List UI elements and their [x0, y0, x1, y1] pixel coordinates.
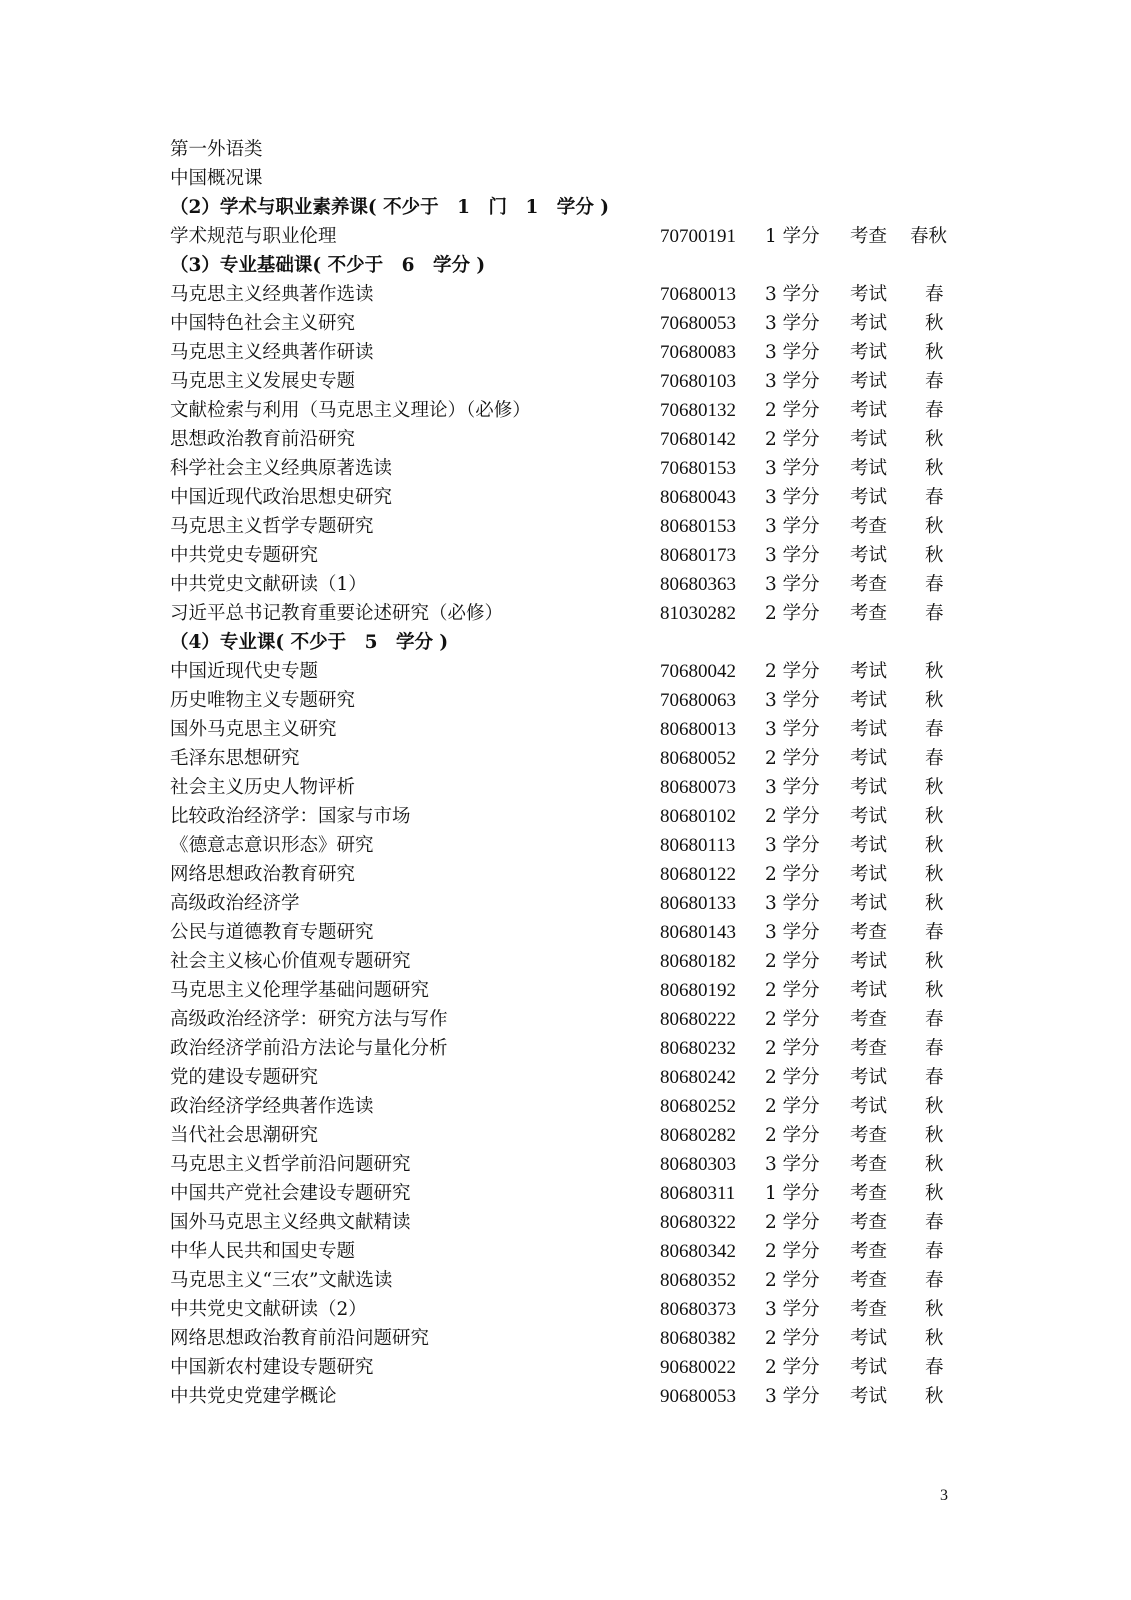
- course-exam-type: 考查: [850, 1241, 888, 1262]
- course-row: [0, 1382, 1131, 1411]
- course-exam-type: 考查: [850, 1270, 888, 1291]
- course-code: 80680113: [660, 835, 736, 856]
- course-name: 社会主义核心价值观专题研究: [170, 951, 411, 972]
- course-credit: 3 学分: [765, 313, 820, 334]
- course-term: 春: [925, 922, 944, 943]
- course-exam-type: 考试: [850, 342, 888, 363]
- course-row: [0, 280, 1131, 309]
- course-credit: 2 学分: [765, 429, 820, 450]
- course-exam-type: 考试: [850, 313, 888, 334]
- course-name: 中共党史专题研究: [170, 545, 319, 566]
- course-term: 秋: [925, 1328, 944, 1349]
- course-exam-type: 考试: [850, 864, 888, 885]
- course-name: 政治经济学经典著作选读: [170, 1096, 374, 1117]
- course-code: 80680252: [660, 1096, 736, 1117]
- course-term: 春: [925, 1212, 944, 1233]
- course-credit: 2 学分: [765, 1270, 820, 1291]
- course-credit: 3 学分: [765, 1299, 820, 1320]
- course-row: [0, 860, 1131, 889]
- course-code: 80680363: [660, 574, 736, 595]
- course-name: 社会主义历史人物评析: [170, 777, 356, 798]
- course-name: 国外马克思主义经典文献精读: [170, 1212, 411, 1233]
- course-row: [0, 1034, 1131, 1063]
- course-code: 80680303: [660, 1154, 736, 1175]
- course-row: [0, 367, 1131, 396]
- course-name: 马克思主义发展史专题: [170, 371, 356, 392]
- course-credit: 3 学分: [765, 545, 820, 566]
- course-term: 春秋: [910, 226, 948, 247]
- course-row: [0, 657, 1131, 686]
- course-code: 80680382: [660, 1328, 736, 1349]
- course-exam-type: 考试: [850, 1386, 888, 1407]
- course-name: 习近平总书记教育重要论述研究（必修）: [170, 603, 504, 624]
- course-code: 80680311: [660, 1183, 736, 1204]
- course-code: 70680013: [660, 284, 736, 305]
- course-exam-type: 考试: [850, 1328, 888, 1349]
- course-name: 政治经济学前沿方法论与量化分析: [170, 1038, 448, 1059]
- course-name: 中国共产党社会建设专题研究: [170, 1183, 411, 1204]
- course-credit: 3 学分: [765, 719, 820, 740]
- course-code: 80680342: [660, 1241, 736, 1262]
- course-name: 马克思主义伦理学基础问题研究: [170, 980, 430, 1001]
- course-row: [0, 976, 1131, 1005]
- course-exam-type: 考试: [850, 400, 888, 421]
- intro-text: 中国概况课: [170, 168, 263, 189]
- course-code: 80680173: [660, 545, 736, 566]
- course-row: [0, 425, 1131, 454]
- course-term: 秋: [925, 1386, 944, 1407]
- course-name: 网络思想政治教育前沿问题研究: [170, 1328, 430, 1349]
- course-credit: 2 学分: [765, 748, 820, 769]
- course-row: [0, 1208, 1131, 1237]
- course-exam-type: 考查: [850, 1299, 888, 1320]
- course-term: 秋: [925, 1299, 944, 1320]
- course-exam-type: 考试: [850, 371, 888, 392]
- course-exam-type: 考试: [850, 951, 888, 972]
- course-exam-type: 考查: [850, 1183, 888, 1204]
- course-row: [0, 396, 1131, 425]
- course-code: 81030282: [660, 603, 736, 624]
- course-credit: 2 学分: [765, 951, 820, 972]
- course-term: 春: [925, 748, 944, 769]
- course-credit: 2 学分: [765, 661, 820, 682]
- course-term: 秋: [925, 1125, 944, 1146]
- course-row: [0, 831, 1131, 860]
- course-code: 80680192: [660, 980, 736, 1001]
- course-term: 春: [925, 400, 944, 421]
- course-exam-type: 考试: [850, 1357, 888, 1378]
- course-code: 70680042: [660, 661, 736, 682]
- course-name: 思想政治教育前沿研究: [170, 429, 356, 450]
- course-row: [0, 541, 1131, 570]
- course-term: 春: [925, 574, 944, 595]
- course-row: [0, 512, 1131, 541]
- course-name: 中华人民共和国史专题: [170, 1241, 356, 1262]
- course-row: [0, 744, 1131, 773]
- course-row: [0, 599, 1131, 628]
- course-name: 当代社会思潮研究: [170, 1125, 319, 1146]
- course-exam-type: 考查: [850, 922, 888, 943]
- course-term: 秋: [925, 864, 944, 885]
- course-exam-type: 考试: [850, 806, 888, 827]
- course-name: 中国特色社会主义研究: [170, 313, 356, 334]
- course-credit: 3 学分: [765, 574, 820, 595]
- page-number: 3: [940, 1487, 948, 1504]
- course-row: [0, 1266, 1131, 1295]
- course-name: 中国近现代政治思想史研究: [170, 487, 393, 508]
- course-name: 党的建设专题研究: [170, 1067, 319, 1088]
- course-exam-type: 考试: [850, 661, 888, 682]
- course-exam-type: 考查: [850, 1038, 888, 1059]
- course-row: [0, 222, 1131, 251]
- course-term: 春: [925, 1357, 944, 1378]
- course-term: 春: [925, 487, 944, 508]
- course-exam-type: 考试: [850, 777, 888, 798]
- section-heading: [0, 193, 1131, 222]
- course-code: 80680373: [660, 1299, 736, 1320]
- course-term: 春: [925, 1241, 944, 1262]
- course-exam-type: 考查: [850, 574, 888, 595]
- course-credit: 2 学分: [765, 1096, 820, 1117]
- course-code: 90680022: [660, 1357, 736, 1378]
- course-code: 80680052: [660, 748, 736, 769]
- course-name: 文献检索与利用（马克思主义理论）（必修）: [170, 400, 531, 421]
- course-term: 秋: [925, 429, 944, 450]
- course-exam-type: 考试: [850, 545, 888, 566]
- course-name: 公民与道德教育专题研究: [170, 922, 374, 943]
- course-credit: 2 学分: [765, 400, 820, 421]
- course-row: [0, 1005, 1131, 1034]
- course-code: 80680322: [660, 1212, 736, 1233]
- course-row: [0, 454, 1131, 483]
- course-exam-type: 考查: [850, 516, 888, 537]
- course-name: 学术规范与职业伦理: [170, 226, 337, 247]
- intro-text: 第一外语类: [170, 139, 263, 160]
- course-exam-type: 考试: [850, 719, 888, 740]
- course-code: 70680132: [660, 400, 736, 421]
- course-name: 网络思想政治教育研究: [170, 864, 356, 885]
- course-code: 80680073: [660, 777, 736, 798]
- course-name: 马克思主义哲学前沿问题研究: [170, 1154, 411, 1175]
- course-name: 毛泽东思想研究: [170, 748, 300, 769]
- course-row: [0, 1324, 1131, 1353]
- course-name: 中国近现代史专题: [170, 661, 319, 682]
- course-exam-type: 考查: [850, 226, 888, 247]
- course-term: 秋: [925, 806, 944, 827]
- course-term: 秋: [925, 893, 944, 914]
- course-row: [0, 802, 1131, 831]
- course-exam-type: 考查: [850, 1009, 888, 1030]
- course-row: [0, 715, 1131, 744]
- course-term: 秋: [925, 516, 944, 537]
- course-credit: 3 学分: [765, 777, 820, 798]
- course-code: 70680063: [660, 690, 736, 711]
- course-term: 春: [925, 1270, 944, 1291]
- course-name: 国外马克思主义研究: [170, 719, 337, 740]
- course-term: 秋: [925, 313, 944, 334]
- course-name: 马克思主义经典著作选读: [170, 284, 374, 305]
- course-row: [0, 686, 1131, 715]
- course-code: 80680153: [660, 516, 736, 537]
- course-code: 90680053: [660, 1386, 736, 1407]
- course-term: 秋: [925, 342, 944, 363]
- course-row: [0, 889, 1131, 918]
- course-row: [0, 1063, 1131, 1092]
- course-credit: 1 学分: [765, 1183, 820, 1204]
- course-name: 马克思主义经典著作研读: [170, 342, 374, 363]
- course-name: 中共党史党建学概论: [170, 1386, 337, 1407]
- course-credit: 3 学分: [765, 1386, 820, 1407]
- course-term: 秋: [925, 951, 944, 972]
- course-credit: 2 学分: [765, 1009, 820, 1030]
- course-code: 70680142: [660, 429, 736, 450]
- course-credit: 2 学分: [765, 1328, 820, 1349]
- course-term: 春: [925, 1067, 944, 1088]
- course-code: 70680053: [660, 313, 736, 334]
- course-exam-type: 考试: [850, 1067, 888, 1088]
- course-credit: 2 学分: [765, 1038, 820, 1059]
- course-credit: 3 学分: [765, 458, 820, 479]
- course-term: 春: [925, 1009, 944, 1030]
- course-code: 80680242: [660, 1067, 736, 1088]
- course-name: 马克思主义“三农”文献选读: [170, 1270, 393, 1291]
- course-row: [0, 309, 1131, 338]
- course-term: 春: [925, 603, 944, 624]
- course-row: [0, 918, 1131, 947]
- course-name: 高级政治经济学：研究方法与写作: [170, 1009, 448, 1030]
- course-name: 科学社会主义经典原著选读: [170, 458, 393, 479]
- course-code: 80680043: [660, 487, 736, 508]
- course-exam-type: 考试: [850, 690, 888, 711]
- course-credit: 2 学分: [765, 603, 820, 624]
- course-exam-type: 考查: [850, 1212, 888, 1233]
- course-credit: 3 学分: [765, 893, 820, 914]
- course-code: 70680083: [660, 342, 736, 363]
- course-term: 春: [925, 1038, 944, 1059]
- course-row: [0, 483, 1131, 512]
- section-heading: [0, 251, 1131, 280]
- course-credit: 3 学分: [765, 284, 820, 305]
- course-row: [0, 947, 1131, 976]
- course-credit: 2 学分: [765, 1125, 820, 1146]
- course-term: 春: [925, 371, 944, 392]
- course-code: 70680103: [660, 371, 736, 392]
- course-code: 80680143: [660, 922, 736, 943]
- course-term: 秋: [925, 690, 944, 711]
- course-name: 《德意志意识形态》研究: [170, 835, 374, 856]
- course-code: 80680232: [660, 1038, 736, 1059]
- course-credit: 3 学分: [765, 342, 820, 363]
- course-credit: 3 学分: [765, 371, 820, 392]
- course-exam-type: 考试: [850, 1096, 888, 1117]
- course-name: 历史唯物主义专题研究: [170, 690, 356, 711]
- course-row: [0, 1353, 1131, 1382]
- course-term: 秋: [925, 661, 944, 682]
- course-credit: 2 学分: [765, 806, 820, 827]
- course-row: [0, 1150, 1131, 1179]
- course-name: 中共党史文献研读（2）: [170, 1299, 367, 1320]
- course-code: 80680182: [660, 951, 736, 972]
- course-credit: 1 学分: [765, 226, 820, 247]
- course-term: 春: [925, 284, 944, 305]
- course-credit: 3 学分: [765, 690, 820, 711]
- course-exam-type: 考查: [850, 603, 888, 624]
- course-credit: 3 学分: [765, 487, 820, 508]
- course-row: [0, 1121, 1131, 1150]
- course-term: 秋: [925, 1096, 944, 1117]
- course-credit: 3 学分: [765, 1154, 820, 1175]
- course-row: [0, 570, 1131, 599]
- intro-line: [0, 164, 1131, 193]
- course-code: 80680222: [660, 1009, 736, 1030]
- course-code: 80680013: [660, 719, 736, 740]
- course-exam-type: 考试: [850, 487, 888, 508]
- course-term: 秋: [925, 835, 944, 856]
- course-exam-type: 考试: [850, 835, 888, 856]
- course-exam-type: 考试: [850, 429, 888, 450]
- course-code: 80680352: [660, 1270, 736, 1291]
- course-term: 秋: [925, 1183, 944, 1204]
- course-term: 秋: [925, 1154, 944, 1175]
- intro-line: [0, 135, 1131, 164]
- course-credit: 3 学分: [765, 516, 820, 537]
- section-heading-text: （2）学术与职业素养课( 不少于 1 门 1 学分 ): [170, 197, 610, 218]
- course-term: 秋: [925, 458, 944, 479]
- course-row: [0, 1092, 1131, 1121]
- course-exam-type: 考试: [850, 893, 888, 914]
- course-name: 中国新农村建设专题研究: [170, 1357, 374, 1378]
- course-name: 高级政治经济学: [170, 893, 300, 914]
- course-exam-type: 考试: [850, 748, 888, 769]
- course-term: 秋: [925, 777, 944, 798]
- course-code: 80680122: [660, 864, 736, 885]
- course-code: 80680102: [660, 806, 736, 827]
- course-credit: 3 学分: [765, 922, 820, 943]
- course-credit: 2 学分: [765, 980, 820, 1001]
- course-term: 秋: [925, 980, 944, 1001]
- course-credit: 2 学分: [765, 1357, 820, 1378]
- course-code: 80680133: [660, 893, 736, 914]
- course-name: 比较政治经济学：国家与市场: [170, 806, 411, 827]
- course-exam-type: 考试: [850, 980, 888, 1001]
- course-credit: 3 学分: [765, 835, 820, 856]
- course-name: 马克思主义哲学专题研究: [170, 516, 374, 537]
- course-credit: 2 学分: [765, 1241, 820, 1262]
- course-code: 80680282: [660, 1125, 736, 1146]
- course-credit: 2 学分: [765, 1212, 820, 1233]
- course-row: [0, 1179, 1131, 1208]
- course-term: 秋: [925, 545, 944, 566]
- section-heading-text: （3）专业基础课( 不少于 6 学分 ): [170, 255, 486, 276]
- course-row: [0, 1295, 1131, 1324]
- course-credit: 2 学分: [765, 864, 820, 885]
- course-exam-type: 考查: [850, 1154, 888, 1175]
- course-code: 70680153: [660, 458, 736, 479]
- course-name: 中共党史文献研读（1）: [170, 574, 367, 595]
- course-row: [0, 1237, 1131, 1266]
- course-credit: 2 学分: [765, 1067, 820, 1088]
- section-heading-text: （4）专业课( 不少于 5 学分 ): [170, 632, 449, 653]
- course-exam-type: 考查: [850, 1125, 888, 1146]
- course-exam-type: 考试: [850, 284, 888, 305]
- section-heading: [0, 628, 1131, 657]
- course-term: 春: [925, 719, 944, 740]
- course-row: [0, 773, 1131, 802]
- course-code: 70700191: [660, 226, 736, 247]
- course-exam-type: 考试: [850, 458, 888, 479]
- course-row: [0, 338, 1131, 367]
